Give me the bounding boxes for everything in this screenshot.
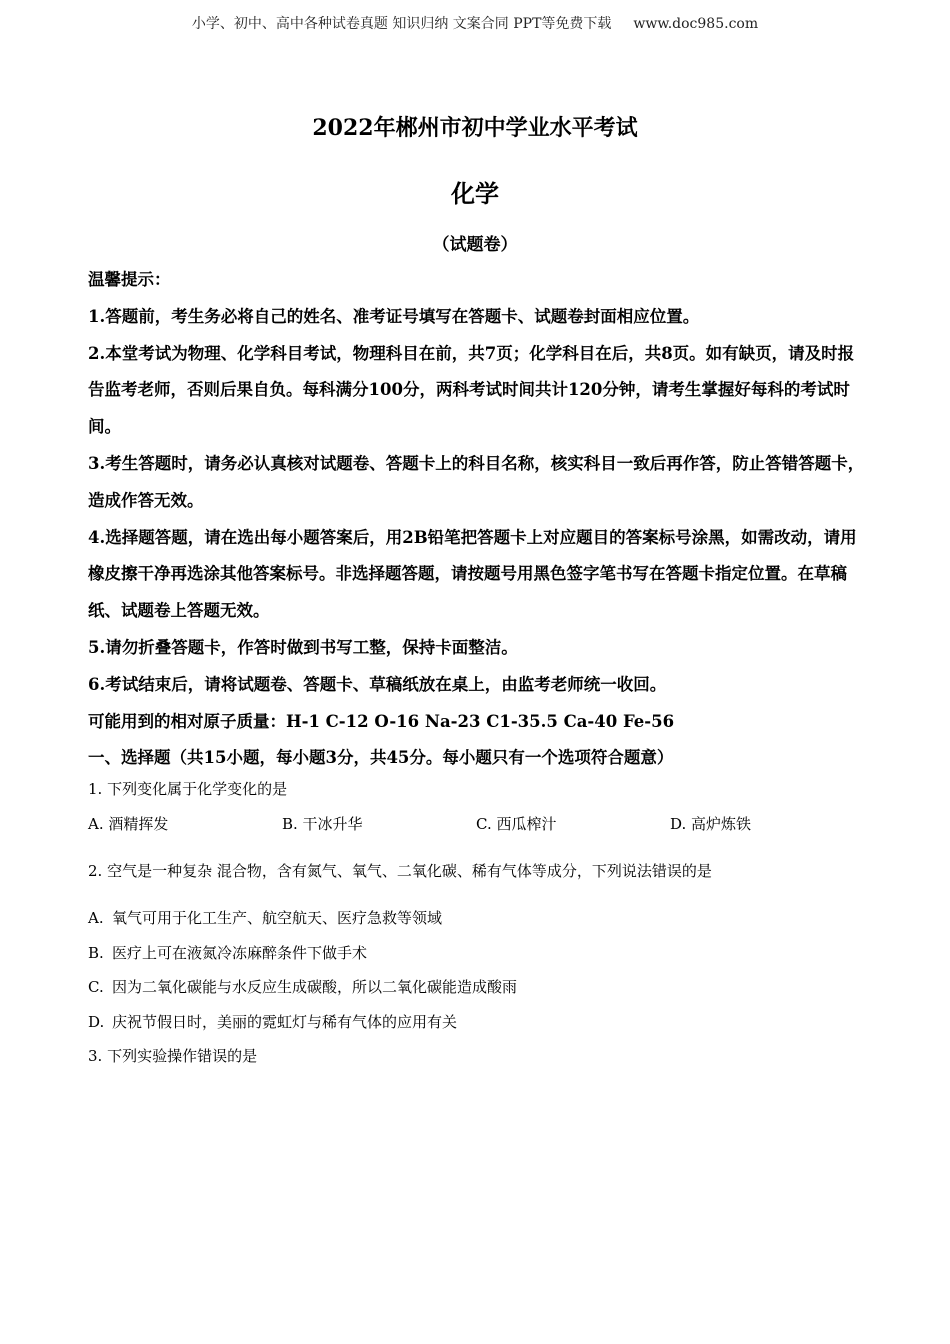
question-2-option-d [88, 1011, 457, 1033]
notice-item: 1.答题前，考生务必将自己的姓名、准考证号填写在答题卡、试题卷封面相应位置。 [88, 306, 700, 326]
question-1-option-b: B. 干冰升华 [282, 815, 363, 833]
question-1-option-d: D. 高炉炼铁 [670, 815, 752, 833]
exam-title: 2022年郴州市初中学业水平考试 [312, 115, 638, 141]
header-ad-text: 小学、初中、高中各种试卷真题 知识归纳 文案合同 PPT等免费下载 [191, 16, 612, 32]
option-text: 因为二氧化碳能与水反应生成碳酸，所以二氧化碳能造成酸雨 [112, 978, 518, 996]
notice-item: 3.考生答题时，请务必认真核对试题卷、答题卡上的科目名称，核实科目一致后再作答，防止答错答题卡，造成作答无效。 [88, 453, 865, 510]
option-letter: D. [88, 1013, 105, 1031]
question-2-option-b [88, 942, 367, 964]
option-text: 医疗上可在液氮冷冻麻醉条件下做手术 [112, 944, 368, 962]
option-text: 氧气可用于化工生产、航空航天、医疗急救等领域 [112, 909, 443, 927]
notice-item: 6.考试结束后，请将试题卷、答题卡、草稿纸放在桌上，由监考老师统一收回。 [88, 674, 667, 694]
notice-item: 2.本堂考试为物理、化学科目考试，物理科目在前，共7页；化学科目在后，共8页。如有缺页，请及时报告监考老师，否则后果自负。每科满分100分，两科考试时间共计120分钟，请考生掌握好每科的考试时间。 [88, 343, 855, 437]
notice-item: 4.选择题答题，请在选出每小题答案后，用2B铅笔把答题卡上对应题目的答案标号涂黑，如需改动，请用橡皮擦干净再选涂其他答案标号。非选择题答题，请按题号用黑色签字笔书写在答题卡指定位置。在草稿纸、试题卷上答题无效。 [88, 527, 857, 621]
header-site-url: www.doc985.com [633, 16, 759, 32]
notice-block [88, 262, 868, 777]
option-text: 庆祝节假日时，美丽的霓虹灯与稀有气体的应用有关 [112, 1013, 458, 1031]
question-1-option-c: C. 西瓜榨汁 [476, 815, 557, 833]
question-3-stem: 3. 下列实验操作错误的是 [88, 1047, 258, 1065]
question-1-option-a: A. 酒精挥发 [88, 815, 169, 833]
notice-item: 5.请勿折叠答题卡，作答时做到书写工整，保持卡面整洁。 [88, 637, 518, 657]
question-2-option-a [88, 907, 442, 929]
option-letter: A. [88, 909, 104, 927]
section-heading: 一、选择题（共15小题，每小题3分，共45分。每小题只有一个选项符合题意） [88, 748, 674, 768]
page-header [0, 13, 950, 33]
option-letter: C. [88, 978, 104, 996]
option-letter: B. [88, 944, 104, 962]
question-2-option-c [88, 976, 517, 998]
atomic-masses: 可能用到的相对原子质量：H-1 C-12 O-16 Na-23 C1-35.5 Ca-40 Fe-56 [88, 711, 675, 731]
question-1-stem: 1. 下列变化属于化学变化的是 [88, 780, 288, 798]
notice-heading: 温馨提示： [88, 270, 171, 289]
paper-type: （试题卷） [432, 235, 518, 255]
question-2-stem: 2. 空气是一种复杂 混合物，含有氮气、氧气、二氧化碳、稀有气体等成分，下列说法错误的是 [88, 862, 712, 880]
exam-subject: 化学 [451, 179, 499, 208]
